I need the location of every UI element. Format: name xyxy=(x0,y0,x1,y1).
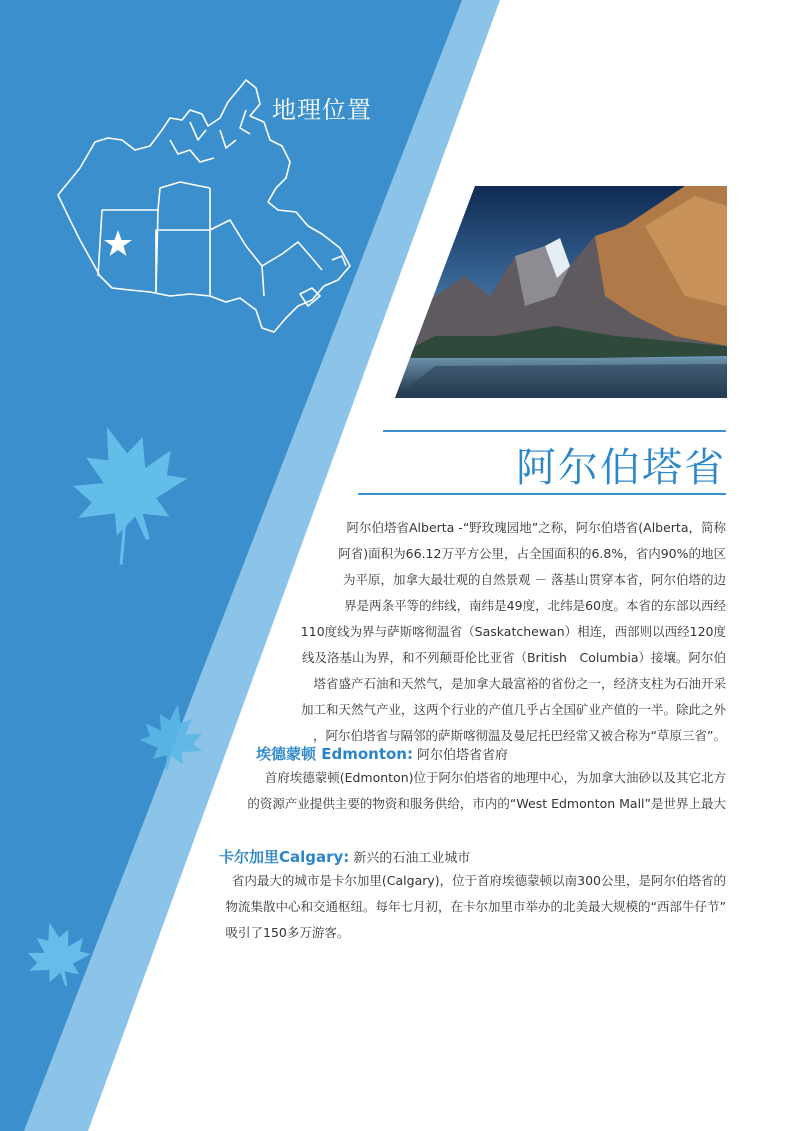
calgary-line: 吸引了150多万游客。 xyxy=(225,925,350,940)
edmonton-subtitle: 阿尔伯塔省省府 xyxy=(416,748,508,763)
edmonton-heading xyxy=(256,743,508,764)
edmonton-paragraph xyxy=(247,765,726,843)
calgary-line: 物流集散中心和交通枢纽。每年七月初，在卡尔加里市举办的北美最大规模的“西部牛仔节” xyxy=(225,899,726,914)
intro-line: 阿尔伯塔省Alberta -“野玫瑰园地”之称，阿尔伯塔省(Alberta，简称 xyxy=(346,520,726,535)
edmonton-line: 首府埃德蒙顿(Edmonton)位于阿尔伯塔省的地理中心，为加拿大油砂以及其它北方 xyxy=(264,770,726,785)
star-icon xyxy=(104,230,132,256)
calgary-heading xyxy=(219,846,470,867)
edmonton-line: 的资源产业提供主要的物资和服务供给，市内的“West Edmonton Mall”是世界上最大 xyxy=(247,796,726,811)
title-rule-bottom xyxy=(358,493,726,495)
mountain-lake-photo xyxy=(395,186,727,398)
calgary-paragraph xyxy=(226,868,726,946)
intro-line: 110度线为界与萨斯喀彻温省（Saskatchewan）相连，西部则以西经120度 xyxy=(300,624,726,639)
calgary-line: 省内最大的城市是卡尔加里(Calgary)，位于首府埃德蒙顿以南300公里，是阿尔伯塔省的 xyxy=(231,873,726,888)
intro-line: 为平原，加拿大最壮观的自然景观 － 落基山贯穿本省，阿尔伯塔的边 xyxy=(343,572,726,587)
intro-paragraph xyxy=(301,515,726,749)
calgary-subtitle: 新兴的石油工业城市 xyxy=(353,851,471,866)
edmonton-name: 埃德蒙顿 Edmonton: xyxy=(256,745,413,763)
intro-line: 线及洛基山为界，和不列颠哥伦比亚省（British Columbia）接壤。阿尔伯 xyxy=(301,650,726,665)
intro-line: 界是两条平等的纬线，南纬是49度，北纬是60度。本省的东部以西经 xyxy=(344,598,726,613)
calgary-name: 卡尔加里Calgary: xyxy=(219,848,350,866)
intro-line: 加工和天然气产业，这两个行业的产值几乎占全国矿业产值的一半。除此之外 xyxy=(300,702,726,717)
page-title: 阿尔伯塔省 xyxy=(516,445,726,491)
section-label: 地理位置 xyxy=(272,96,372,124)
intro-line: ，阿尔伯塔省与隔邻的萨斯喀彻温及曼尼托巴经常又被合称为“草原三省”。 xyxy=(313,728,726,743)
edmonton-line xyxy=(0,817,726,843)
intro-line: 阿省)面积为66.12万平方公里，占全国面积的6.8%，省内90%的地区 xyxy=(338,546,726,561)
intro-line: 塔省盛产石油和天然气，是加拿大最富裕的省份之一，经济支柱为石油开采 xyxy=(313,676,726,691)
title-rule-top xyxy=(383,430,726,432)
